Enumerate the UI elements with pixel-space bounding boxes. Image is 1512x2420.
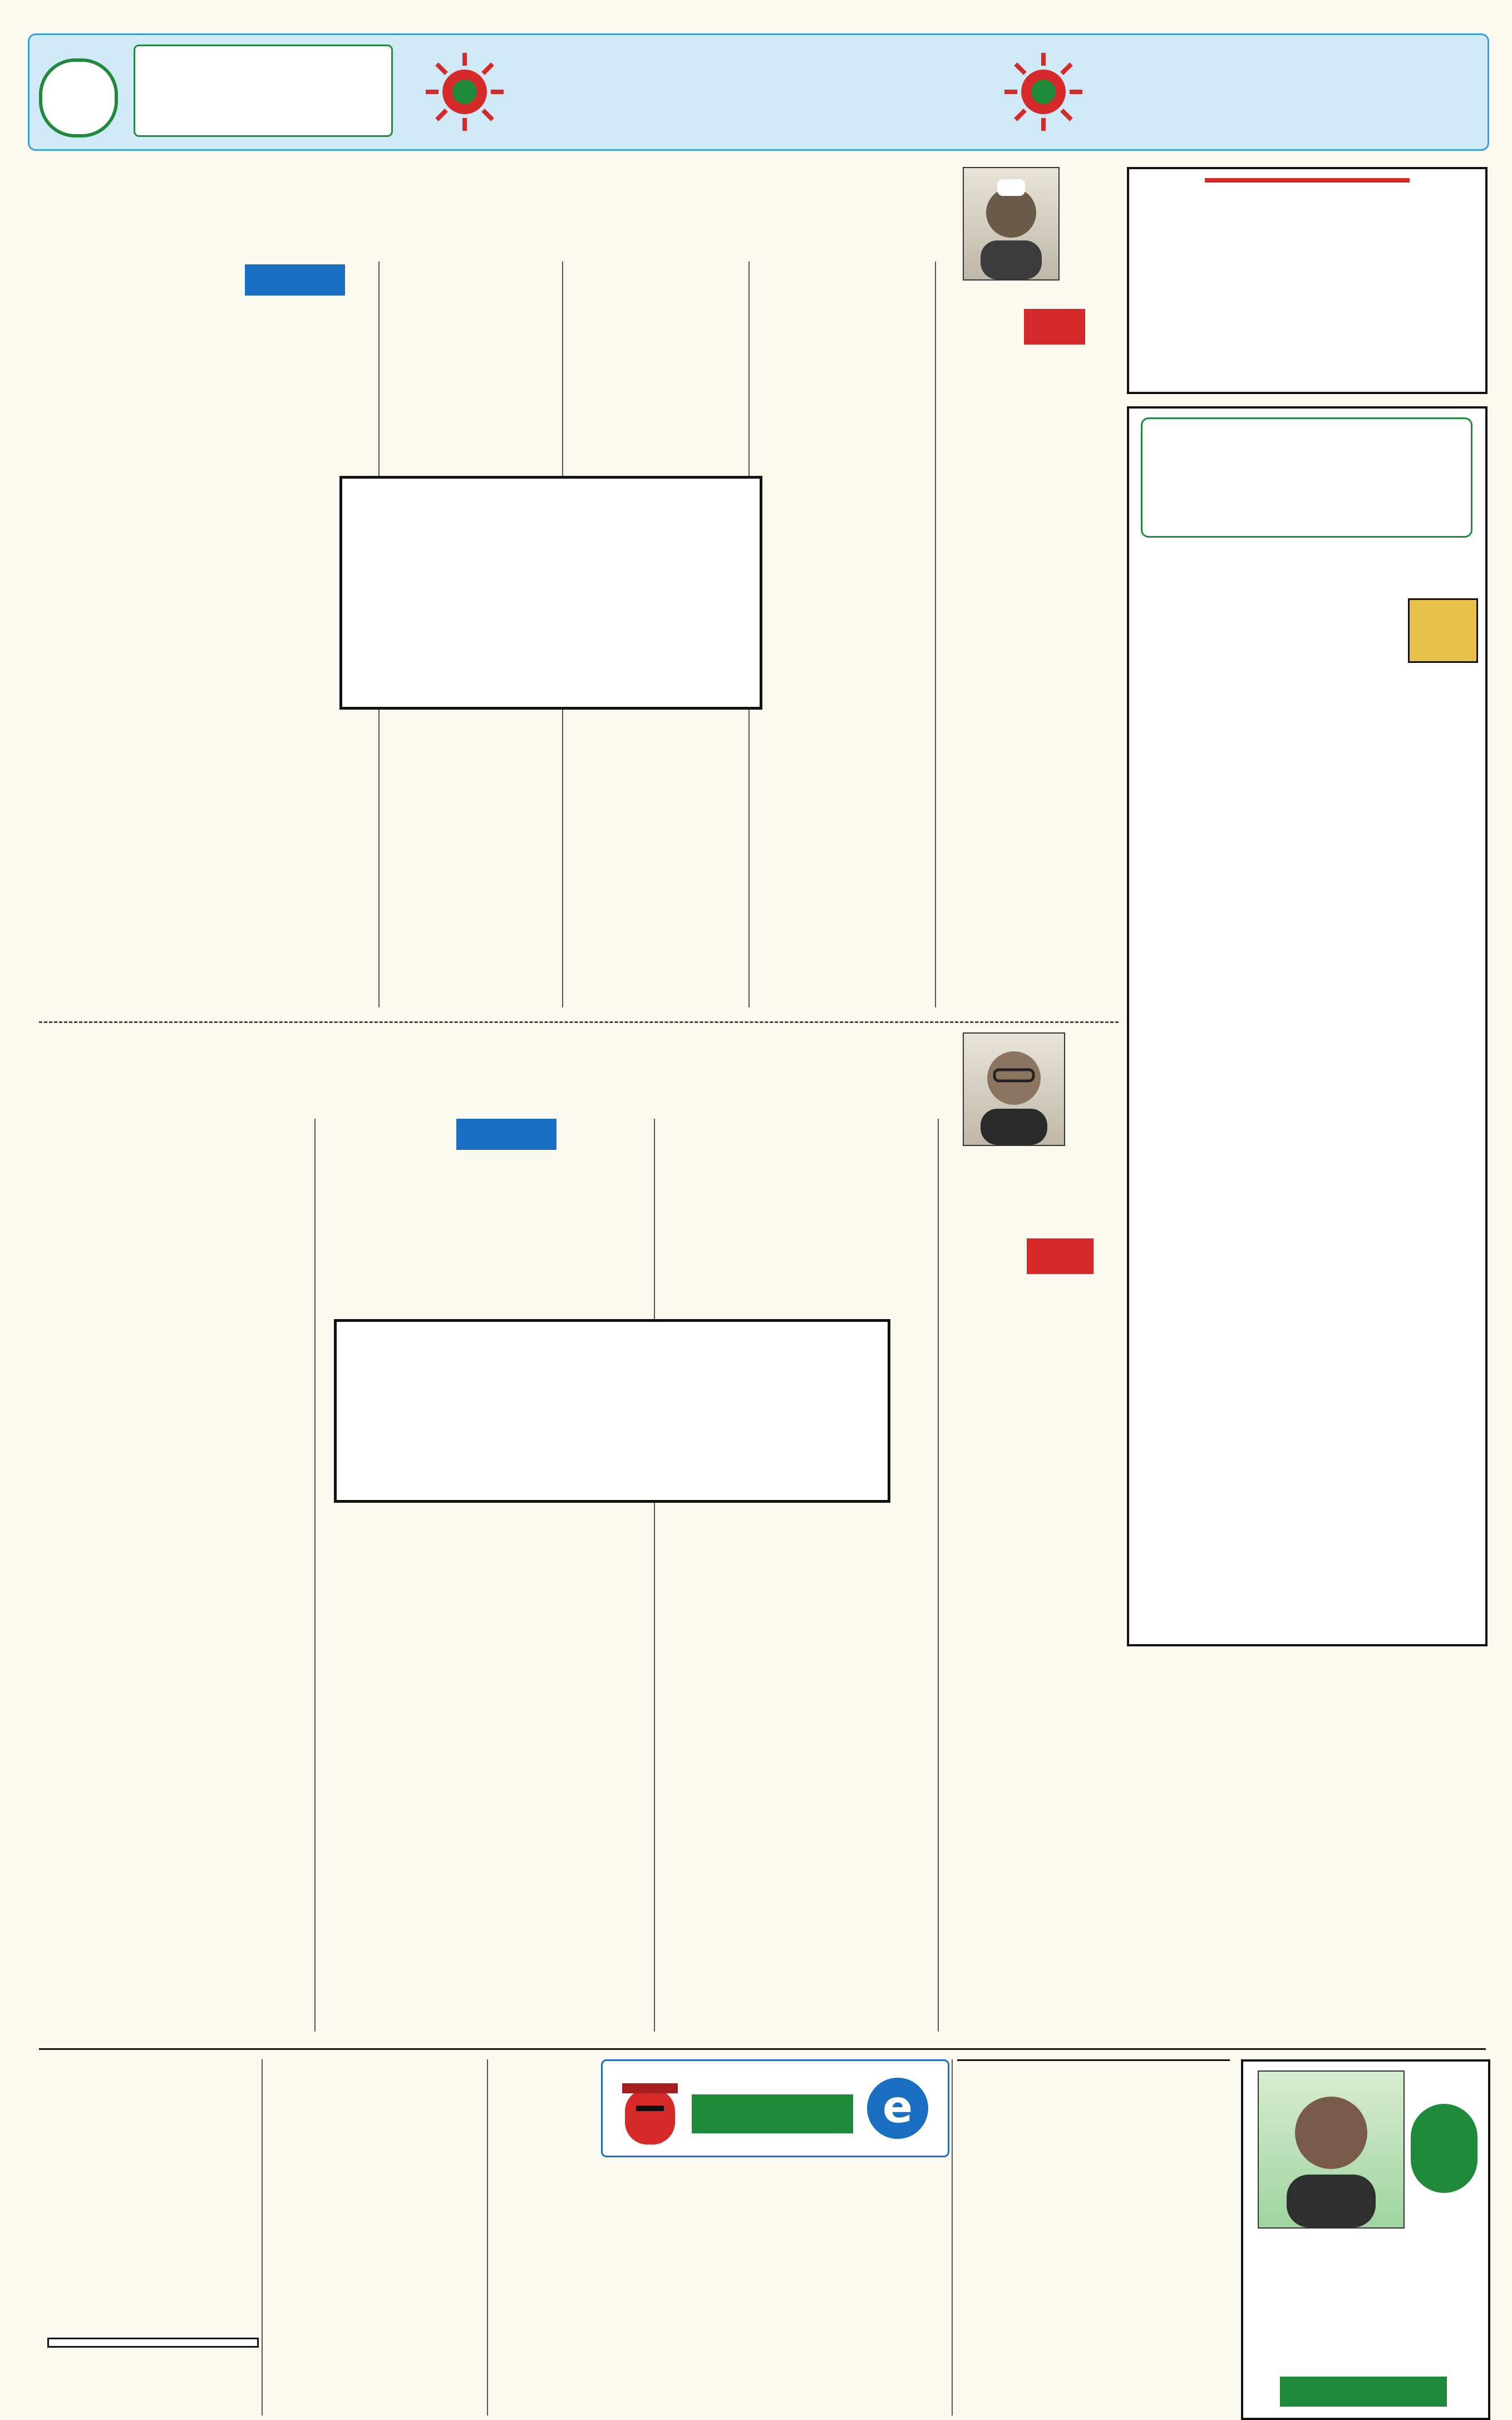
- globe-e-icon: [859, 2069, 937, 2147]
- letters-note: [47, 2338, 259, 2348]
- author-portrait-icon: [964, 168, 1058, 279]
- author-portrait-icon: [964, 1034, 1064, 1145]
- article1-column-5: [47, 262, 370, 1007]
- ayina-title: [1411, 2104, 1477, 2193]
- article1-column-2: [757, 262, 927, 1007]
- sidebar-logo: [1141, 417, 1472, 538]
- article2-category-tag: [456, 1119, 556, 1150]
- poet-name: [1280, 2377, 1447, 2407]
- dunya-tag: [1024, 309, 1085, 345]
- article2-column-2: [662, 1119, 929, 2032]
- column-rule: [938, 1119, 939, 2032]
- letters-column-2: [492, 2059, 710, 2416]
- bottom-section-rule: [39, 2048, 1486, 2050]
- author-photo-nadvi: [963, 167, 1060, 281]
- column-rule: [952, 2059, 953, 2416]
- allah-column-headline: [957, 2059, 1230, 2061]
- article2-column-4: [47, 1119, 306, 2032]
- masthead-logo: [134, 45, 393, 137]
- sun-emblem-right: [1002, 50, 1085, 134]
- svg-text:e: e: [882, 2081, 913, 2133]
- sun-emblem-left: [423, 50, 506, 134]
- article-divider: [39, 1021, 1119, 1023]
- column-rule: [935, 262, 936, 1007]
- author-photo-zubairi: [963, 1032, 1065, 1146]
- article2-column-3: [323, 1158, 646, 2032]
- article1-column-1: [943, 351, 1110, 1007]
- column-rule: [487, 2059, 488, 2416]
- letters-column-1: [723, 2179, 946, 2416]
- poet-photo: [1258, 2070, 1405, 2229]
- quotes-title: [1205, 178, 1410, 183]
- letters-column-4: [47, 2059, 259, 2304]
- page-number-badge: [39, 58, 118, 137]
- hamare-tag: [1027, 1238, 1094, 1274]
- sidebar-body: [1138, 596, 1472, 1609]
- masthead-logo-text: [135, 46, 391, 52]
- quotes-box: [1127, 167, 1488, 394]
- article2-pull-quote: [334, 1319, 890, 1503]
- column-rule: [314, 1119, 316, 2032]
- letters-column-3: [267, 2059, 484, 2416]
- article2-column-1: [946, 1280, 1113, 2032]
- letters-logo-text: [692, 2094, 853, 2133]
- column-rule: [654, 1119, 655, 2032]
- column-rule: [262, 2059, 263, 2416]
- allah-column-body: [963, 2112, 1224, 2416]
- poet-portrait-icon: [1259, 2072, 1403, 2227]
- article1-pull-quote: [339, 476, 762, 710]
